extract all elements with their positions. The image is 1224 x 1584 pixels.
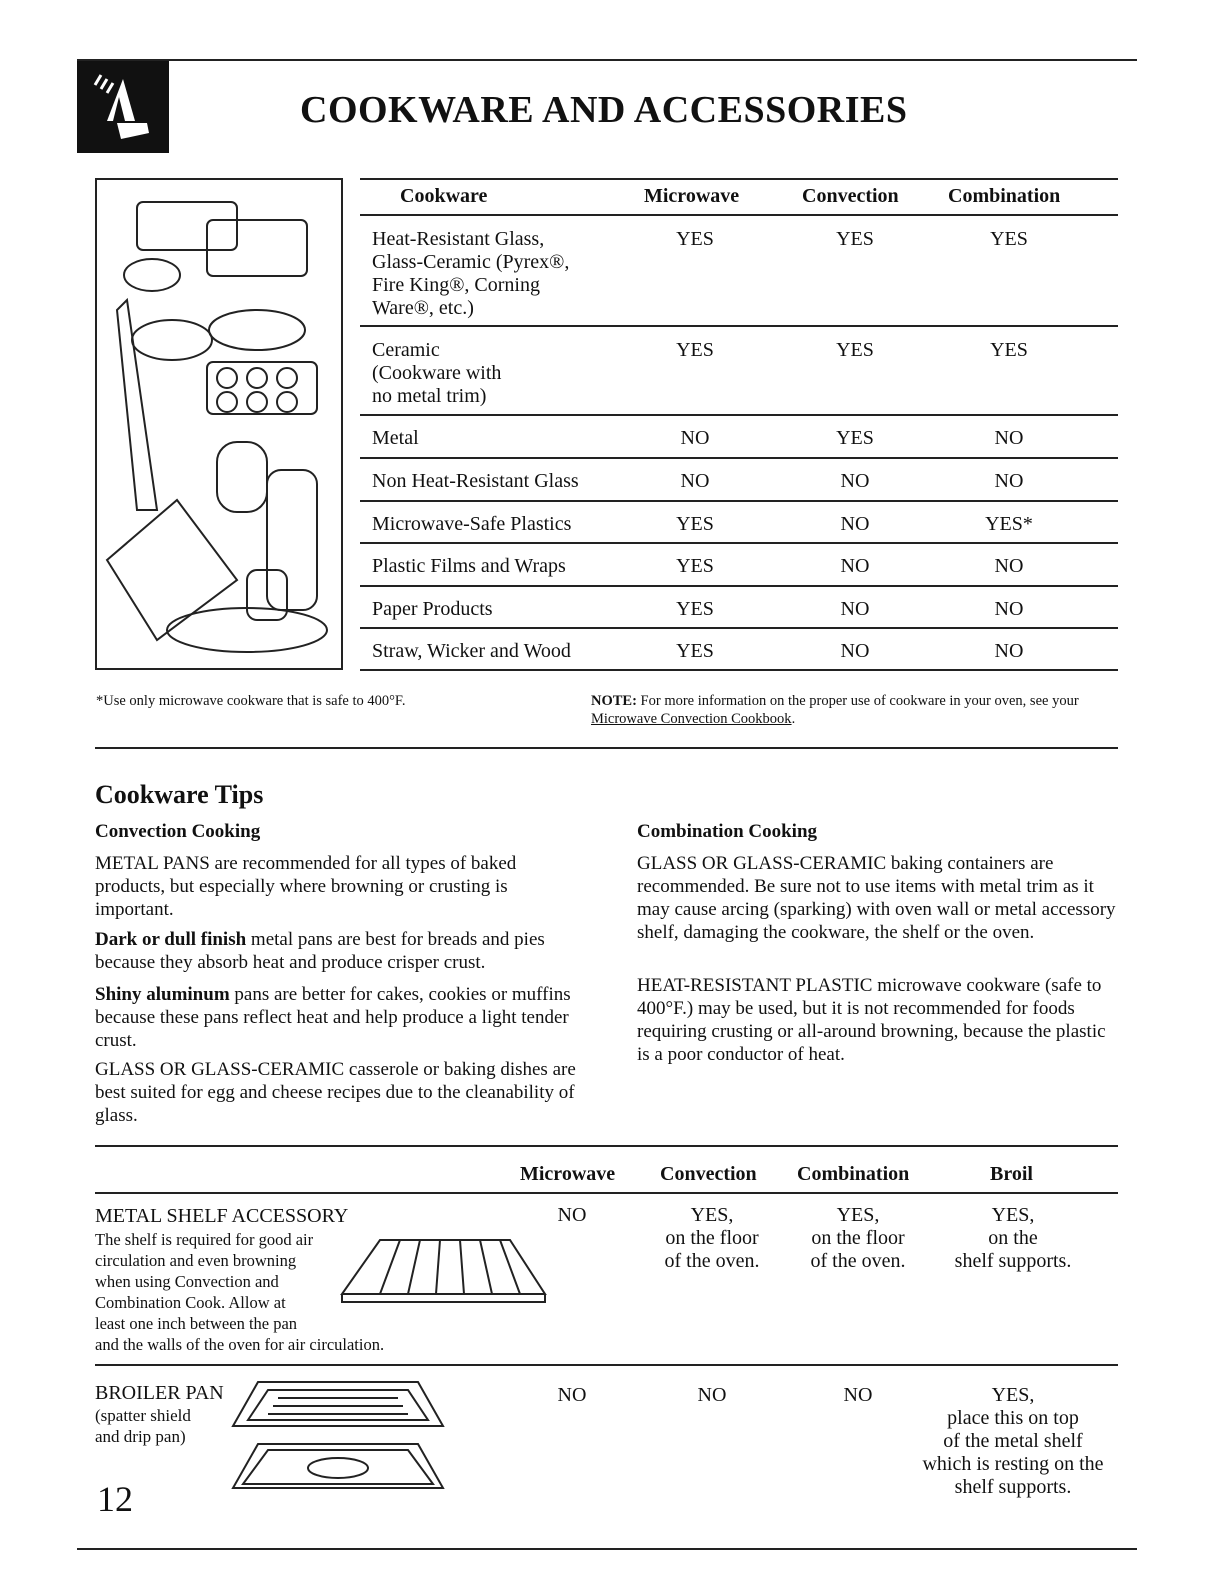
table2-header-rule xyxy=(95,1192,1118,1194)
table2-header-convection: Convection xyxy=(660,1163,757,1185)
table-row-rule xyxy=(360,542,1118,544)
table-row-name: Paper Products xyxy=(372,598,493,620)
table-row-rule xyxy=(360,500,1118,502)
table1-bottom-rule xyxy=(360,669,1118,671)
table2-header-broil: Broil xyxy=(990,1163,1033,1185)
table-row-rule xyxy=(360,325,1118,327)
table-row-combination: YES xyxy=(990,339,1028,361)
shelf-microwave: NO xyxy=(557,1204,587,1226)
combination-p2: HEAT-RESISTANT PLASTIC microwave cookware (safe to 400°F.) may be used, but it is not recommended for foods requiring crusting or all-around browning, because the plastic is a poor conductor of heat. xyxy=(637,975,1106,1065)
dark-finish-text: metal pans are best for breads and pies because they absorb heat and produce crisper crust. xyxy=(95,929,545,973)
tips-heading: Cookware Tips xyxy=(95,780,264,809)
cookbook-link[interactable]: Microwave Convection Cookbook xyxy=(591,711,792,727)
table2-header-microwave: Microwave xyxy=(520,1163,616,1185)
table-row-convection: YES xyxy=(836,427,874,449)
table-row-combination: NO xyxy=(994,640,1024,662)
table-row-name: Straw, Wicker and Wood xyxy=(372,640,571,662)
table-row-combination: YES* xyxy=(985,513,1033,535)
broiler-convection: NO xyxy=(697,1384,727,1406)
table1-header-combination: Combination xyxy=(948,185,1061,207)
table-row-microwave: NO xyxy=(680,427,710,449)
section-rule xyxy=(95,1145,1118,1147)
section-rule xyxy=(95,747,1118,749)
cookware-illustration xyxy=(95,178,343,670)
table-row-name: Plastic Films and Wraps xyxy=(372,555,566,577)
table-row-combination: NO xyxy=(994,598,1024,620)
table-row-microwave: YES xyxy=(676,228,714,250)
table-row-convection: NO xyxy=(840,470,870,492)
table-row-convection: YES xyxy=(836,228,874,250)
shelf-broil: YES, on the shelf supports. xyxy=(954,1204,1072,1272)
broiler-name: BROILER PAN xyxy=(95,1382,224,1404)
table1-header-cookware: Cookware xyxy=(400,185,488,207)
footer-rule xyxy=(77,1548,1137,1550)
table-row-name: Ceramic (Cookware with no metal trim) xyxy=(372,339,502,407)
table-row-rule xyxy=(360,457,1118,459)
table-row-name: Non Heat-Resistant Glass xyxy=(372,470,579,492)
table-row-rule xyxy=(360,414,1118,416)
table-row-name: Metal xyxy=(372,427,419,449)
table-row-combination: NO xyxy=(994,555,1024,577)
table1-top-rule xyxy=(360,178,1118,180)
broiler-microwave: NO xyxy=(557,1384,587,1406)
table-row-microwave: YES xyxy=(676,640,714,662)
metal-shelf-illustration xyxy=(330,1232,550,1309)
table2-row-rule xyxy=(95,1364,1118,1366)
convection-p4: GLASS OR GLASS-CERAMIC casserole or baking dishes are best suited for egg and cheese recipes due to the cleanability of glass. xyxy=(95,1059,576,1126)
dark-finish-label: Dark or dull finish xyxy=(95,929,247,950)
table-row-convection: NO xyxy=(840,513,870,535)
table-row-name: Heat-Resistant Glass, Glass-Ceramic (Pyrex®, Fire King®, Corning Ware®, etc.) xyxy=(372,228,570,319)
hand-icon xyxy=(77,61,169,153)
broiler-pan-illustration xyxy=(228,1378,448,1508)
footnote: *Use only microwave cookware that is safe to 400°F. xyxy=(96,693,406,709)
table1-header-rule xyxy=(360,214,1118,216)
table-row-microwave: YES xyxy=(676,555,714,577)
table-row-microwave: YES xyxy=(676,598,714,620)
table-row-rule xyxy=(360,585,1118,587)
shiny-aluminum-label: Shiny aluminum xyxy=(95,984,230,1005)
convection-p2 xyxy=(95,928,585,974)
convection-p3 xyxy=(95,983,585,1052)
note-label: NOTE: xyxy=(591,693,637,709)
table-row-name: Microwave-Safe Plastics xyxy=(372,513,572,535)
table2-header-combination: Combination xyxy=(797,1163,910,1185)
table-row-combination: NO xyxy=(994,470,1024,492)
note-text: For more information on the proper use of cookware in your oven, see your xyxy=(636,693,1079,709)
page-number: 12 xyxy=(97,1479,133,1519)
shelf-name: METAL SHELF ACCESSORY xyxy=(95,1205,349,1227)
combination-subheading: Combination Cooking xyxy=(637,821,818,842)
table-row-combination: NO xyxy=(994,427,1024,449)
table-row-microwave: YES xyxy=(676,339,714,361)
note xyxy=(591,692,1111,728)
table-row-rule xyxy=(360,627,1118,629)
note-end: . xyxy=(791,711,796,727)
table-row-convection: YES xyxy=(836,339,874,361)
shiny-aluminum-text: pans are better for cakes, cookies or muffins because these pans reflect heat and help produce a light tender crust. xyxy=(95,984,571,1051)
convection-subheading: Convection Cooking xyxy=(95,821,261,842)
shelf-description: The shelf is required for good air circulation and even browning when using Convection and Combination Cook. Allow at least one inch between the pan and the walls of the oven for air circulation. xyxy=(95,1230,385,1354)
broiler-broil: YES, place this on top of the metal shelf which is resting on the shelf supports. xyxy=(922,1384,1104,1498)
table-row-microwave: YES xyxy=(676,513,714,535)
table-row-convection: NO xyxy=(840,598,870,620)
table-row-microwave: NO xyxy=(680,470,710,492)
table1-header-convection: Convection xyxy=(802,185,899,207)
combination-p1: GLASS OR GLASS-CERAMIC baking containers are recommended. Be sure not to use items with metal trim as it may cause arcing (sparking) with oven wall or metal accessory shelf, damaging the cookware, the shelf or the oven. xyxy=(637,853,1116,943)
shelf-convection: YES, on the floor of the oven. xyxy=(664,1204,760,1272)
page-title: COOKWARE AND ACCESSORIES xyxy=(300,89,908,131)
table-row-combination: YES xyxy=(990,228,1028,250)
broiler-description: (spatter shield and drip pan) xyxy=(95,1406,191,1446)
table-row-convection: NO xyxy=(840,555,870,577)
shelf-combination: YES, on the floor of the oven. xyxy=(810,1204,906,1272)
header-rule xyxy=(77,59,1137,61)
table-row-convection: NO xyxy=(840,640,870,662)
broiler-combination: NO xyxy=(843,1384,873,1406)
table1-header-microwave: Microwave xyxy=(644,185,740,207)
convection-p1: METAL PANS are recommended for all types of baked products, but especially where browning or crusting is important. xyxy=(95,853,517,920)
